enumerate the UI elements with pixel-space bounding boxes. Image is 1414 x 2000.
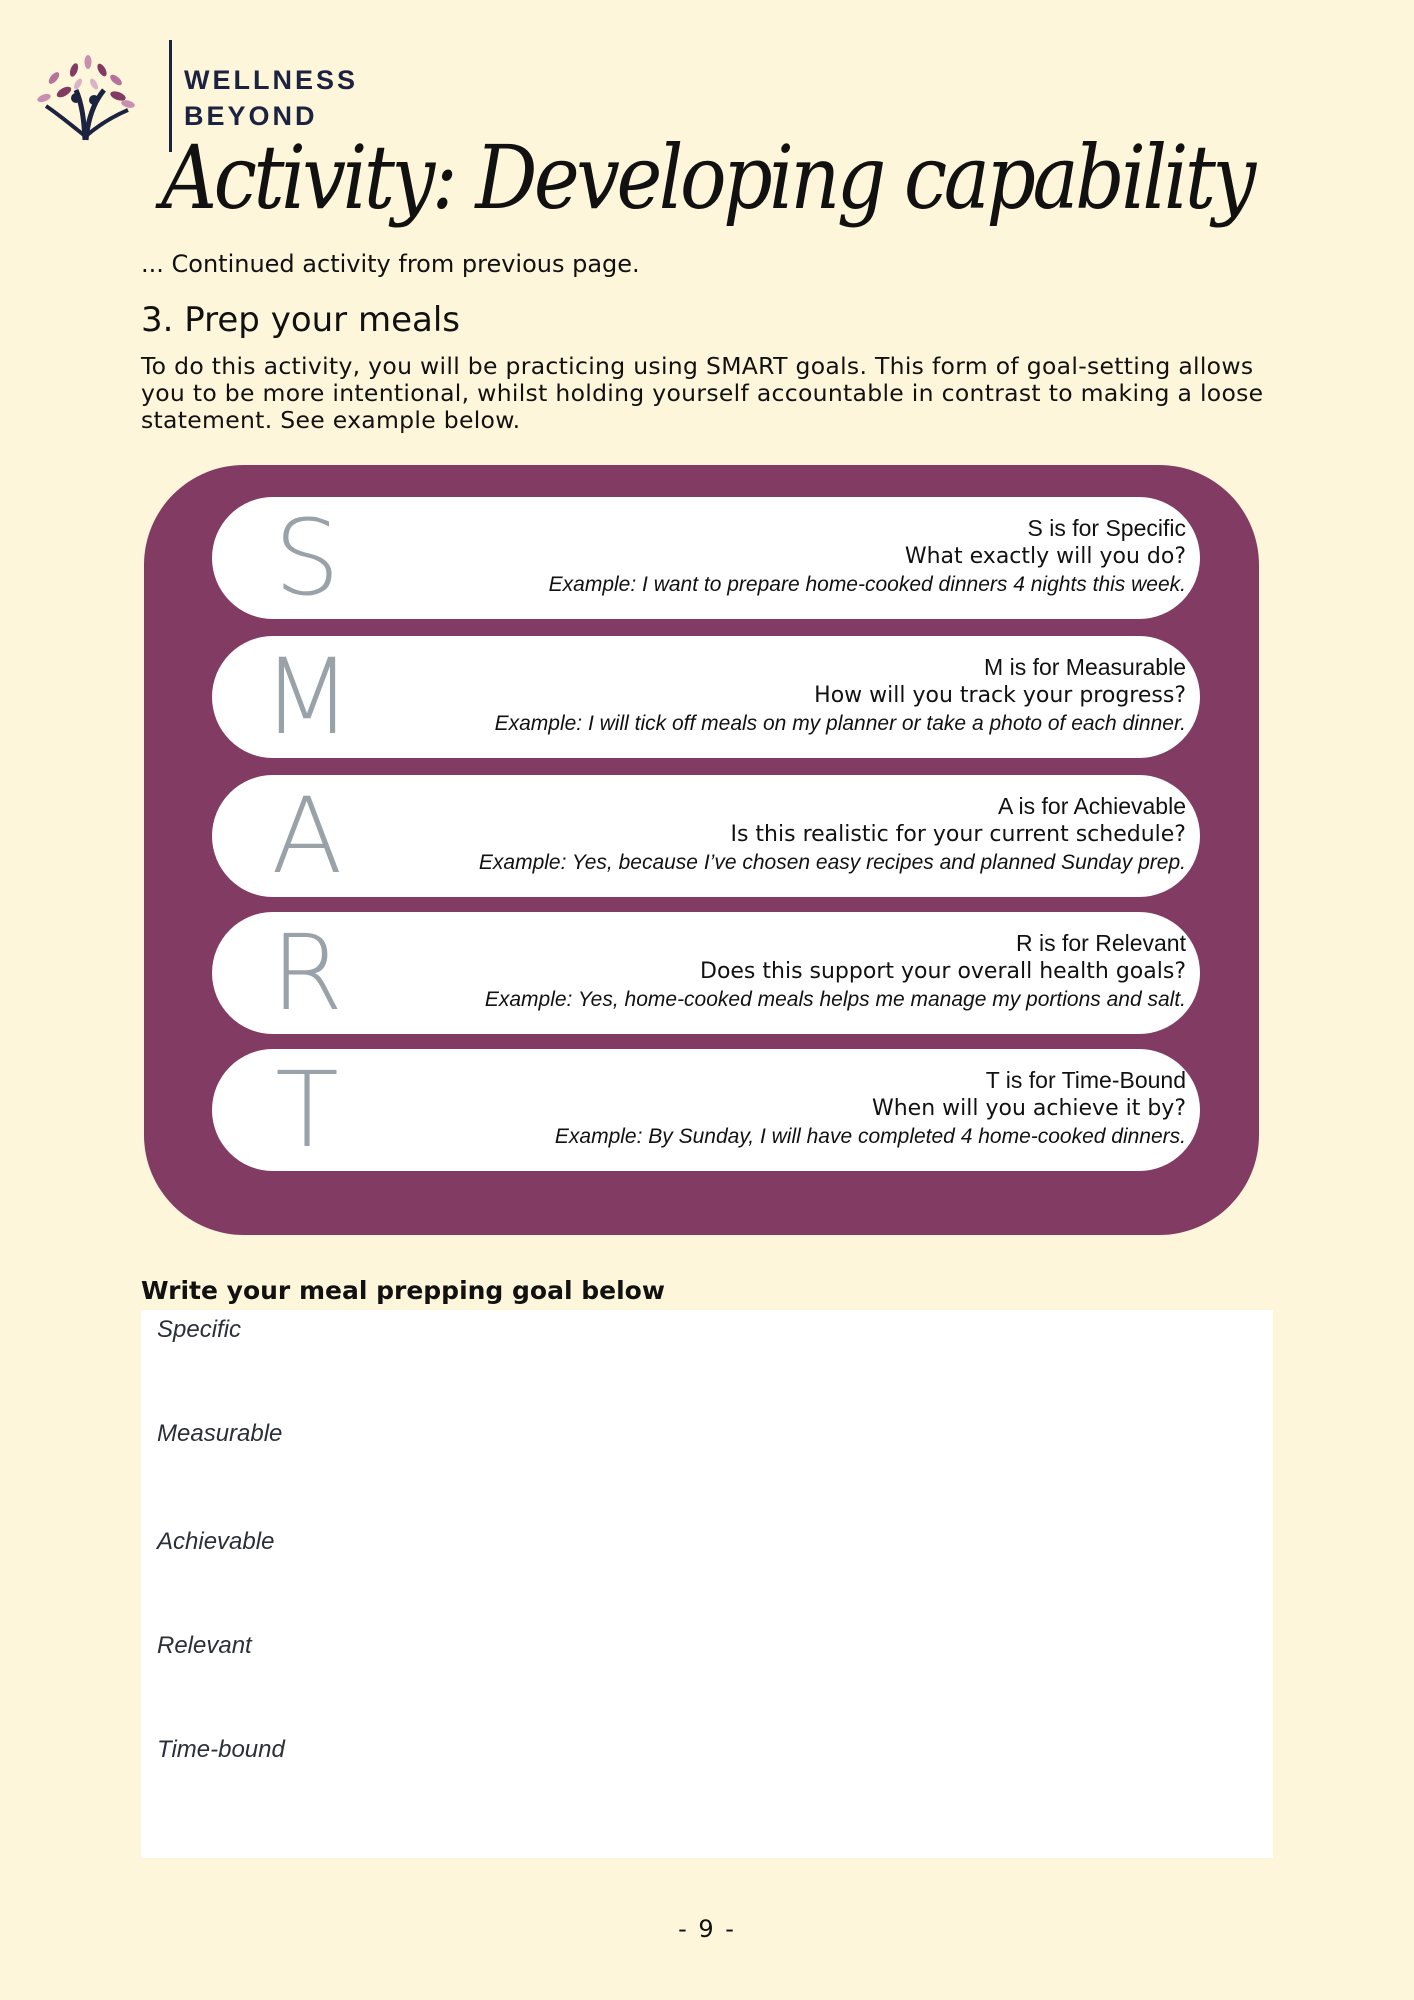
- smart-question: What exactly will you do?: [904, 544, 1186, 569]
- smart-text: [495, 653, 1186, 737]
- smart-row-specific: [212, 497, 1200, 619]
- smart-heading: A is for Achievable: [998, 793, 1186, 819]
- smart-row-time-bound: [212, 1049, 1200, 1171]
- smart-letter: S: [273, 497, 340, 619]
- goal-input-time-bound[interactable]: [157, 1770, 1261, 1822]
- smart-text: [549, 514, 1186, 598]
- smart-text: [485, 929, 1186, 1013]
- goal-label-time-bound: Time-bound: [157, 1736, 285, 1763]
- write-goal-heading: Write your meal prepping goal below: [141, 1276, 665, 1305]
- smart-heading: S is for Specific: [1027, 515, 1186, 541]
- smart-question: How will you track your progress?: [814, 683, 1186, 708]
- section-heading: 3. Prep your meals: [141, 300, 460, 340]
- intro-paragraph: To do this activity, you will be practicing using SMART goals. This form of goal-setting allows you to be more intentional, whilst holding yourself accountable in contrast to making a loose statement. See example below.: [141, 352, 1264, 434]
- smart-example: Example: I will tick off meals on my planner or take a photo of each dinner.: [494, 712, 1186, 735]
- smart-question: Does this support your overall health goals?: [700, 959, 1186, 984]
- smart-example: Example: I want to prepare home-cooked dinners 4 nights this week.: [548, 573, 1186, 596]
- smart-letter: M: [262, 636, 352, 758]
- smart-row-relevant: [212, 912, 1200, 1034]
- goal-writing-box: [141, 1310, 1273, 1858]
- smart-heading: M is for Measurable: [984, 654, 1186, 680]
- goal-label-specific: Specific: [157, 1316, 242, 1343]
- goal-input-relevant[interactable]: [157, 1666, 1261, 1718]
- smart-example: Example: Yes, because I’ve chosen easy recipes and planned Sunday prep.: [478, 851, 1186, 874]
- goal-input-measurable[interactable]: [157, 1454, 1261, 1506]
- smart-letter: T: [275, 1049, 339, 1171]
- smart-panel: [144, 465, 1259, 1235]
- goal-label-achievable: Achievable: [157, 1528, 275, 1555]
- smart-text: [479, 792, 1186, 876]
- smart-example: Example: By Sunday, I will have completed 4 home-cooked dinners.: [554, 1125, 1186, 1148]
- smart-letter: R: [270, 912, 344, 1034]
- goal-label-measurable: Measurable: [157, 1420, 283, 1447]
- goal-input-achievable[interactable]: [157, 1562, 1261, 1614]
- smart-row-achievable: [212, 775, 1200, 897]
- continued-note: ... Continued activity from previous page.: [141, 250, 640, 278]
- smart-question: When will you achieve it by?: [871, 1096, 1186, 1121]
- logo-line-1: WELLNESS: [184, 65, 359, 95]
- smart-letter: A: [271, 775, 343, 897]
- page-title: Activity: Developing capability: [161, 126, 1253, 229]
- goal-input-specific[interactable]: [157, 1350, 1261, 1402]
- page-number: - 9 -: [678, 1915, 736, 1943]
- smart-heading: R is for Relevant: [1015, 930, 1186, 956]
- smart-row-measurable: [212, 636, 1200, 758]
- logo-line-2: BEYOND: [184, 101, 318, 131]
- smart-example: Example: Yes, home-cooked meals helps me manage my portions and salt.: [484, 988, 1186, 1011]
- goal-label-relevant: Relevant: [157, 1632, 252, 1659]
- smart-heading: T is for Time-Bound: [985, 1067, 1186, 1093]
- smart-question: Is this realistic for your current schedule?: [730, 822, 1186, 847]
- smart-text: [555, 1066, 1186, 1150]
